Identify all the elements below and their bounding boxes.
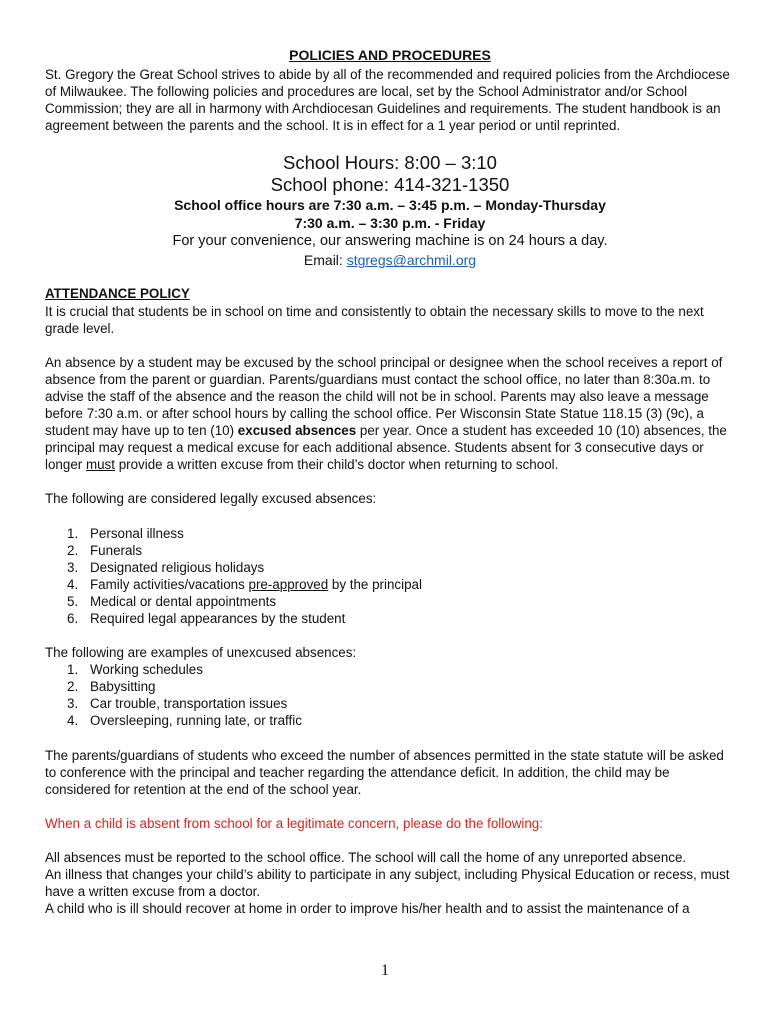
email-label: Email:: [303, 252, 347, 269]
absence-paragraph: An absence by a student may be excused by the school principal or designee when the school receives a report of absence from the parent or guardian. Parents/guardians must contact the school office, no later than 8:30a.m. to advise the staff of the absence and the reason the child will not be in school. Parents may also leave a message before 7:30 a.m. or after school hours by calling the school office. Per Wisconsin State Statue 118.15 (3) (9c), a student may have up to ten (10) excused absences per year. Once a student has exceeded 10 (10) absences, the principal may request a medical excuse for each additional absence. Students absent for 3 consecutive days or longer must provide a written excuse from their child’s doctor when returning to school.: [45, 354, 727, 473]
email-link[interactable]: stgregs@archmil.org: [346, 252, 477, 269]
unexcused-intro: The following are examples of unexcused absences:: [45, 645, 357, 661]
school-phone: School phone: 414-321-1350: [270, 174, 510, 196]
office-hours-friday: 7:30 a.m. – 3:30 p.m. - Friday: [294, 215, 486, 232]
page-number: 1: [381, 962, 389, 979]
list-item: 4. Family activities/vacations pre-approved by the principal: [67, 576, 422, 592]
document-page: [45, 47, 735, 917]
report-absences-text: All absences must be reported to the school office. The school will call the home of any unreported absence.: [45, 849, 687, 865]
list-item: 2. Funerals: [67, 542, 143, 558]
excused-absences-bold: excused absences: [237, 423, 357, 439]
list-item: 2. Babysitting: [67, 679, 156, 695]
page-title: POLICIES AND PROCEDURES: [289, 47, 491, 63]
intro-paragraph: St. Gregory the Great School strives to abide by all of the recommended and required policies from the Archdiocese of Milwaukee. The following policies and procedures are local, set by the School Administrator and/or School Commission; they are all in harmony with Archdiocesan Guidelines and requirements. The student handbook is an agreement between the parents and the school. It is in effect for a 1 year period or until reprinted.: [45, 67, 730, 134]
office-hours-weekday: School office hours are 7:30 a.m. – 3:45 p.m. – Monday-Thursday: [174, 197, 606, 214]
school-hours: School Hours: 8:00 – 3:10: [283, 152, 497, 174]
excused-intro: The following are considered legally excused absences:: [45, 491, 377, 507]
list-item: 3. Car trouble, transportation issues: [67, 696, 288, 712]
list-item: 1. Personal illness: [67, 525, 184, 541]
absent-instructions-heading: When a child is absent from school for a legitimate concern, please do the following:: [45, 815, 543, 831]
list-item: 6. Required legal appearances by the student: [67, 610, 346, 626]
answering-machine-note: For your convenience, our answering machine is on 24 hours a day.: [172, 233, 608, 250]
list-item: 3. Designated religious holidays: [67, 559, 265, 575]
illness-excuse-text: An illness that changes your child’s ability to participate in any subject, including Physical Education or recess, must have a written excuse from a doctor.: [45, 867, 730, 900]
unexcused-absences-list: [45, 661, 735, 729]
attendance-heading: ATTENDANCE POLICY: [45, 286, 190, 302]
exceed-absences-paragraph: The parents/guardians of students who exceed the number of absences permitted in the state statute will be asked to conference with the principal and teacher regarding the attendance deficit. In addition, the child may be considered for retention at the end of the school year.: [45, 747, 724, 797]
list-item: 4. Oversleeping, running late, or traffic: [67, 713, 302, 729]
email-line: [45, 251, 735, 269]
excused-absences-list: [45, 525, 735, 628]
must-underlined: must: [85, 457, 115, 473]
recover-at-home-text: A child who is ill should recover at home in order to improve his/her health and to assist the maintenance of a: [45, 901, 690, 917]
attendance-intro: It is crucial that students be in school on time and consistently to obtain the necessary skills to move to the next grade level.: [45, 303, 704, 336]
list-item: 5. Medical or dental appointments: [67, 593, 277, 609]
list-item: 1. Working schedules: [67, 662, 203, 678]
